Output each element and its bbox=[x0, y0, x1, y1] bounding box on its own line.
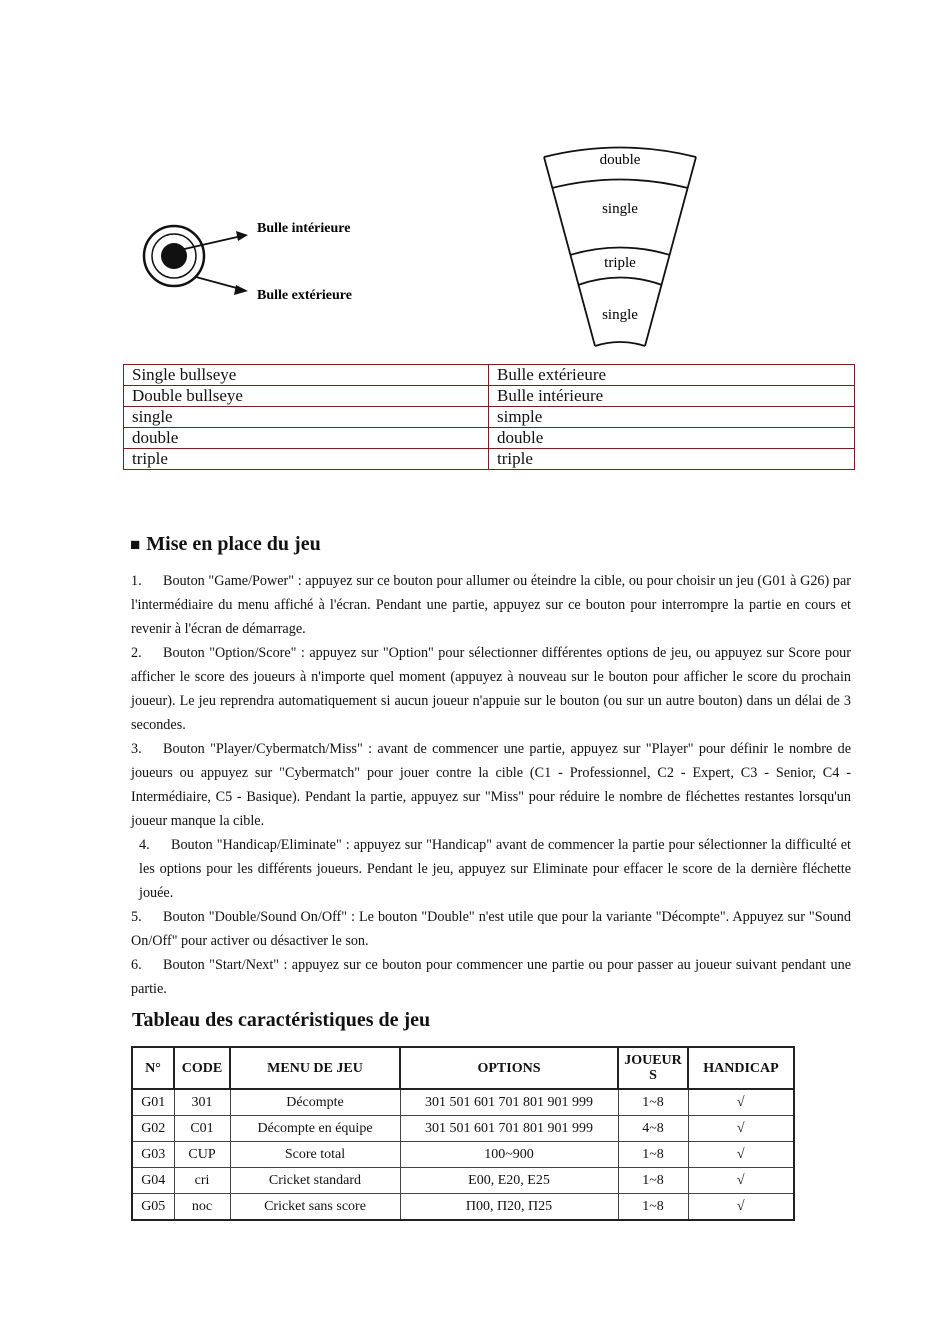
item-text: Bouton "Start/Next" : appuyez sur ce bouton pour commencer une partie ou pour passer au joueur suivant pendant une partie. bbox=[131, 957, 851, 997]
cell-options: 301 501 601 701 801 901 999 bbox=[400, 1089, 618, 1116]
item-number: 1. bbox=[131, 573, 142, 589]
cell-handicap: √ bbox=[688, 1142, 794, 1168]
inner-bull-dot bbox=[161, 243, 187, 269]
table-row bbox=[124, 386, 855, 407]
cell-no: G03 bbox=[132, 1142, 174, 1168]
section-heading-text: Mise en place du jeu bbox=[146, 533, 321, 555]
french-term: triple bbox=[489, 449, 855, 470]
cell-handicap: √ bbox=[688, 1116, 794, 1142]
item-number: 3. bbox=[131, 741, 142, 757]
cell-menu: Décompte en équipe bbox=[230, 1116, 400, 1142]
segment-wedge-diagram bbox=[525, 138, 715, 358]
table-header-row bbox=[132, 1047, 794, 1089]
item-text: Bouton "Player/Cybermatch/Miss" : avant de commencer une partie, appuyez sur "Player" pour définir le nombre de joueurs ou appuyez sur "Cybermatch" pour jouer contre la cible (C1 - Professionnel, C2 - Expert, C3 - Senior, C4 - Intermédiaire, C5 - Basique). Pendant la partie, appuyez sur "Miss" pour réduire le nombre de fléchettes restantes lorsqu'un joueur manque la cible. bbox=[131, 741, 851, 829]
english-term: Double bullseye bbox=[124, 386, 489, 407]
cell-options: 100~900 bbox=[400, 1142, 618, 1168]
label-bulle-interieure: Bulle intérieure bbox=[257, 221, 351, 236]
header-players-line1: JOUEUR bbox=[624, 1053, 682, 1068]
list-item bbox=[131, 737, 851, 833]
english-term: single bbox=[124, 407, 489, 428]
translation-table bbox=[123, 364, 855, 470]
cell-code: cri bbox=[174, 1168, 230, 1194]
wedge-label-double: double bbox=[599, 152, 641, 168]
cell-options: E00, E20, E25 bbox=[400, 1168, 618, 1194]
item-text: Bouton "Handicap/Eliminate" : appuyez sur "Handicap" avant de commencer la partie pour sélectionner la difficulté et les options pour les différents joueurs. Pendant le jeu, appuyez sur Eliminate pour effacer le score de la dernière fléchette jouée. bbox=[139, 837, 851, 901]
wedge-arc-2 bbox=[570, 248, 670, 256]
cell-no: G01 bbox=[132, 1089, 174, 1116]
games-table-title: Tableau des caractéristiques de jeu bbox=[132, 1009, 431, 1031]
item-number: 2. bbox=[131, 645, 142, 661]
cell-players: 1~8 bbox=[618, 1168, 688, 1194]
item-number: 4. bbox=[139, 837, 150, 853]
french-term: simple bbox=[489, 407, 855, 428]
cell-menu: Décompte bbox=[230, 1089, 400, 1116]
table-row bbox=[132, 1194, 794, 1221]
list-item bbox=[131, 953, 851, 1001]
games-table bbox=[131, 1046, 795, 1221]
cell-options: П00, П20, П25 bbox=[400, 1194, 618, 1221]
english-term: Single bullseye bbox=[124, 365, 489, 386]
table-row bbox=[124, 407, 855, 428]
list-item bbox=[131, 569, 851, 641]
bullseye-diagram bbox=[130, 205, 390, 315]
cell-menu: Cricket standard bbox=[230, 1168, 400, 1194]
item-text: Bouton "Option/Score" : appuyez sur "Option" pour sélectionner différentes options de jeu, ou appuyez sur Score pour afficher le score des joueurs à n'importe quel moment (appuyez à nouveau sur le bouton pour afficher le score du prochain joueur). Le jeu reprendra automatiquement si aucun joueur n'appuie sur le bouton (ou sur un autre bouton) dans un délai de 3 secondes. bbox=[131, 645, 851, 733]
cell-menu: Score total bbox=[230, 1142, 400, 1168]
wedge-label-single-outer: single bbox=[602, 201, 638, 217]
header-code: CODE bbox=[174, 1047, 230, 1089]
english-term: double bbox=[124, 428, 489, 449]
table-row bbox=[124, 365, 855, 386]
setup-instructions bbox=[131, 569, 851, 1001]
french-term: Bulle intérieure bbox=[489, 386, 855, 407]
french-term: Bulle extérieure bbox=[489, 365, 855, 386]
cell-players: 4~8 bbox=[618, 1116, 688, 1142]
cell-menu: Cricket sans score bbox=[230, 1194, 400, 1221]
cell-code: CUP bbox=[174, 1142, 230, 1168]
item-number: 5. bbox=[131, 909, 142, 925]
item-text: Bouton "Double/Sound On/Off" : Le bouton "Double" n'est utile que pour la variante "Décompte". Appuyez sur "Sound On/Off" pour activer ou désactiver le son. bbox=[131, 909, 851, 949]
header-menu: MENU DE JEU bbox=[230, 1047, 400, 1089]
cell-options: 301 501 601 701 801 901 999 bbox=[400, 1116, 618, 1142]
wedge-arc-1 bbox=[552, 180, 688, 189]
english-term: triple bbox=[124, 449, 489, 470]
cell-players: 1~8 bbox=[618, 1089, 688, 1116]
header-players bbox=[618, 1047, 688, 1089]
cell-no: G04 bbox=[132, 1168, 174, 1194]
header-options: OPTIONS bbox=[400, 1047, 618, 1089]
list-item bbox=[131, 833, 851, 905]
inner-arrow-line bbox=[180, 235, 246, 250]
item-number: 6. bbox=[131, 957, 142, 973]
square-bullet-icon: ■ bbox=[130, 535, 141, 554]
cell-players: 1~8 bbox=[618, 1142, 688, 1168]
wedge-arc-bottom bbox=[595, 342, 645, 346]
outer-arrow-head bbox=[234, 285, 248, 295]
cell-code: 301 bbox=[174, 1089, 230, 1116]
inner-arrow-head bbox=[236, 231, 248, 241]
cell-no: G02 bbox=[132, 1116, 174, 1142]
header-players-line2: S bbox=[649, 1068, 657, 1083]
section-heading bbox=[130, 533, 321, 556]
item-text: Bouton "Game/Power" : appuyez sur ce bouton pour allumer ou éteindre la cible, ou pour choisir un jeu (G01 à G26) par l'intermédiaire du menu affiché à l'écran. Pendant une partie, appuyez sur ce bouton pour interrompre la partie en cours et revenir à l'écran de démarrage. bbox=[131, 573, 851, 637]
cell-no: G05 bbox=[132, 1194, 174, 1221]
table-row bbox=[132, 1116, 794, 1142]
table-row bbox=[124, 428, 855, 449]
wedge-label-triple: triple bbox=[604, 255, 636, 271]
header-handicap: HANDICAP bbox=[688, 1047, 794, 1089]
cell-code: C01 bbox=[174, 1116, 230, 1142]
table-row bbox=[132, 1168, 794, 1194]
wedge-arc-3 bbox=[578, 278, 662, 286]
table-row bbox=[124, 449, 855, 470]
cell-code: noc bbox=[174, 1194, 230, 1221]
cell-players: 1~8 bbox=[618, 1194, 688, 1221]
list-item bbox=[131, 905, 851, 953]
table-row bbox=[132, 1142, 794, 1168]
wedge-label-single-inner: single bbox=[602, 307, 638, 323]
header-no: N° bbox=[132, 1047, 174, 1089]
french-term: double bbox=[489, 428, 855, 449]
cell-handicap: √ bbox=[688, 1168, 794, 1194]
cell-handicap: √ bbox=[688, 1194, 794, 1221]
cell-handicap: √ bbox=[688, 1089, 794, 1116]
table-row bbox=[132, 1089, 794, 1116]
list-item bbox=[131, 641, 851, 737]
label-bulle-exterieure: Bulle extérieure bbox=[257, 288, 352, 303]
